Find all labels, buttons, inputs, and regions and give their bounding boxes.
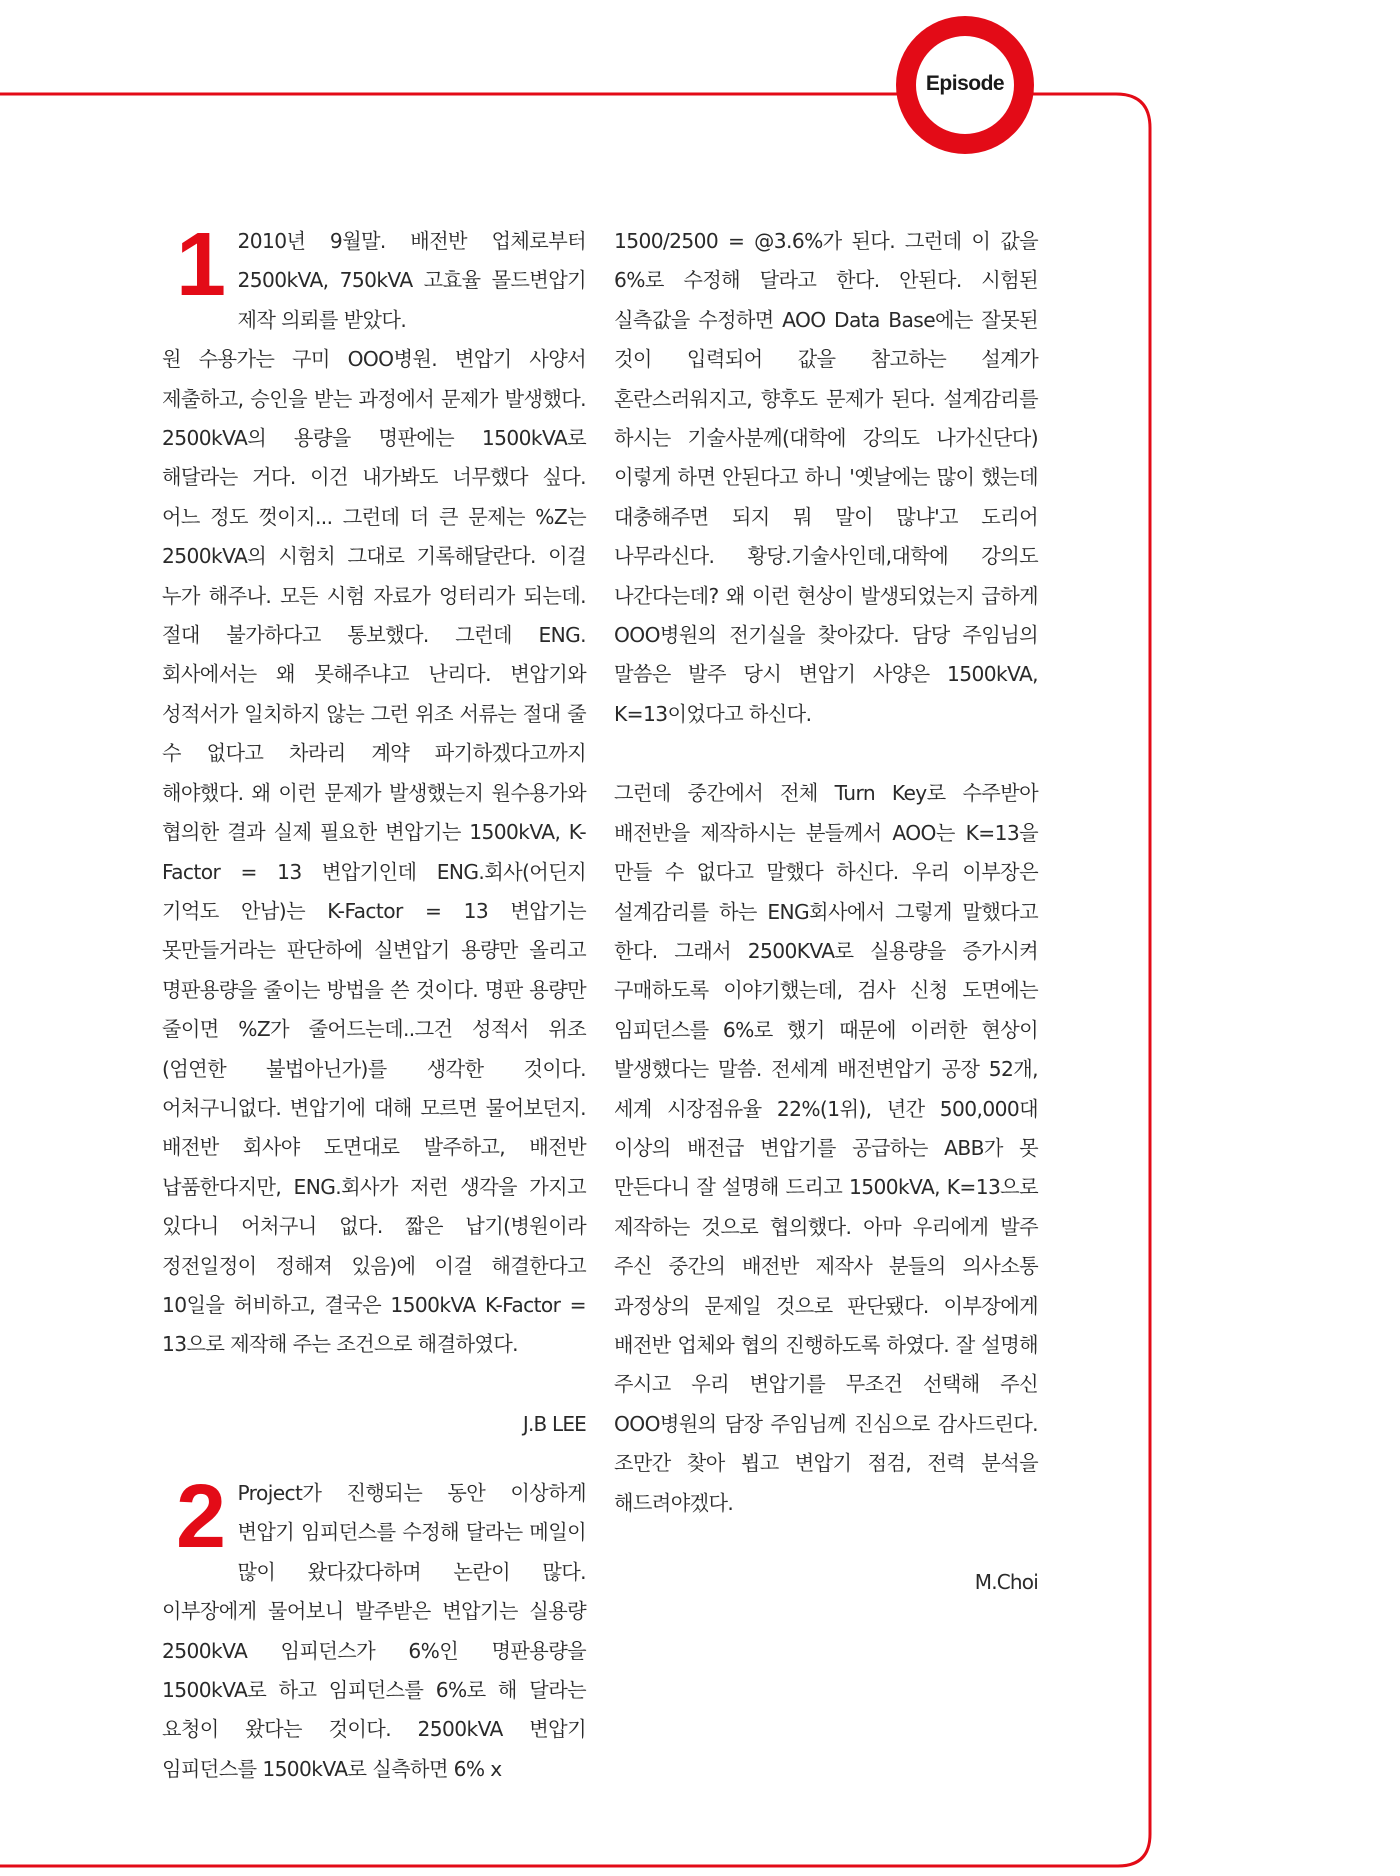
episode-1-paragraph-2: 원 수용가는 구미 OOO병원. 변압기 사양서 제출하고, 승인을 받는 과정에서 문제가 발생했다. 2500kVA의 용량을 명판에는 1500kVA로 해달라는 거다. 이건 내가봐도 너무했다 싶다. 어느 정도 껏이지... 그런데 더 큰 문제는 %Z는 2500kVA의 시험치 그대로 기록해달란다. 이걸 누가 해주나. 모든 시험 자료가 엉터리가 되는데. 절대 불가하다고 통보했다. 그런데 ENG. 회사에서는 왜 못해주냐고 난리다. 변압기와 성적서가 일치하지 않는 그런 위조 서류는 절대 줄 수 없다고 차라리 계약 파기하겠다고까지 해야했다. 왜 이런 문제가 발생했는지 원수용가와 협의한 결과 실제 필요한 변압기는 1500kVA, K-Factor = 13 변압기인데 ENG.회사(어딘지 기억도 안남)는 K-Factor = 13 변압기는 못만들거라는 판단하에 실변압기 용량만 올리고 명판용량을 줄이는 방법을 쓴 것이다. 명판 용량만 줄이면 %Z가 줄어드는데..그건 성적서 위조(엄연한 불법아닌가)를 생각한 것이다. 어처구니없다. 변압기에 대해 모르면 물어보던지. 배전반 회사야 도면대로 발주하고, 배전반 납품한다지만, ENG.회사가 저런 생각을 가지고 있다니 어처구니 없다. 짧은 납기(병원이라 정전일정이 정해져 있음)에 이걸 해결한다고 10일을 허비하고, 결국은 1500kVA K-Factor = 13으로 제작해 주는 조건으로 해결하였다.: [162, 347, 586, 1357]
episode-1-signature: J.B LEE: [522, 1411, 586, 1436]
episode-badge-inner: [916, 36, 1014, 134]
episode-badge: [896, 16, 1034, 154]
episode-2-paragraph-3: 그런데 중간에서 전체 Turn Key로 수주받아 배전반을 제작하시는 분들께서 AOO는 K=13을 만들 수 없다고 말했다 하신다. 우리 이부장은 설계감리를 하는 ENG회사에서 그렇게 말했다고 한다. 그래서 2500KVA로 실용량을 증가시켜 구매하도록 이야기했는데, 검사 신청 도면에는 임피던스를 6%로 했기 때문에 이러한 현상이 발생했다는 말씀. 전세계 배전변압기 공장 52개, 세계 시장점유율 22%(1위), 년간 500,000대 이상의 배전급 변압기를 공급하는 ABB가 못 만든다니 잘 설명해 드리고 1500kVA, K=13으로 제작하는 것으로 협의했다. 아마 우리에게 발주 주신 중간의 배전반 제작사 분들의 의사소통 과정상의 문제일 것으로 판단됐다. 이부장에게 배전반 업체와 협의 진행하도록 하였다. 잘 설명해 주시고 우리 변압기를 무조건 선택해 주신 OOO병원의 담장 주임님께 진심으로 감사드린다. 조만간 찾아 뵙고 변압기 점검, 전력 분석을 해드려야겠다.: [614, 781, 1038, 1515]
episode-2-paragraph-1: [162, 1467, 586, 1789]
episode-2-paragraph-1-text: Project가 진행되는 동안 이상하게 변압기 임피던스를 수정해 달라는 메일이 많이 왔다갔다하며 논란이 많다. 이부장에게 물어보니 발주받은 변압기는 실용량 2500kVA 임피던스가 6%인 명판용량을 1500kVA로 하고 임피던스를 6%로 해 달라는 요청이 왔다는 것이다. 2500kVA 변압기 임피던스를 1500kVA로 실측하면 6% x: [162, 1481, 586, 1781]
episode-2-column-left: [162, 1467, 586, 1789]
episode-badge-label: Episode: [925, 72, 1005, 95]
episode-1-paragraph-1: [162, 215, 586, 340]
episode-2-signature: M.Choi: [974, 1570, 1038, 1594]
episode-2-paragraph-2: 1500/2500 = @3.6%가 된다. 그런데 이 값을 6%로 수정해 달라고 한다. 안된다. 시험된 실측값을 수정하면 AOO Data Base에는 잘못된 것이 입력되어 값을 참고하는 설계가 혼란스러워지고, 향후도 문제가 된다. 설계감리를 하시는 기술사분께(대학에 강의도 나가신단다) 이렇게 하면 안된다고 하니 '옛날에는 많이 했는데 대충해주면 되지 뭐 말이 많냐'고 도리어 나무라신다. 황당.기술사인데,대학에 강의도 나간다는데? 왜 이런 현상이 발생되었는지 급하게 OOO병원의 전기실을 찾아갔다. 담당 주임님의 말씀은 발주 당시 변압기 사양은 1500kVA, K=13이었다고 하신다.: [614, 229, 1038, 726]
episode-1-number: 1: [176, 215, 226, 315]
episode-2-number: 2: [176, 1467, 226, 1567]
episode-1-column: [162, 215, 586, 1444]
paragraph-gap: [614, 734, 1038, 774]
episode-1-paragraph-1-text: 2010년 9월말. 배전반 업체로부터 2500kVA, 750kVA 고효율 몰드변압기 제작 의뢰를 받았다.: [237, 229, 586, 332]
episode-2-column-right: [614, 222, 1038, 1602]
